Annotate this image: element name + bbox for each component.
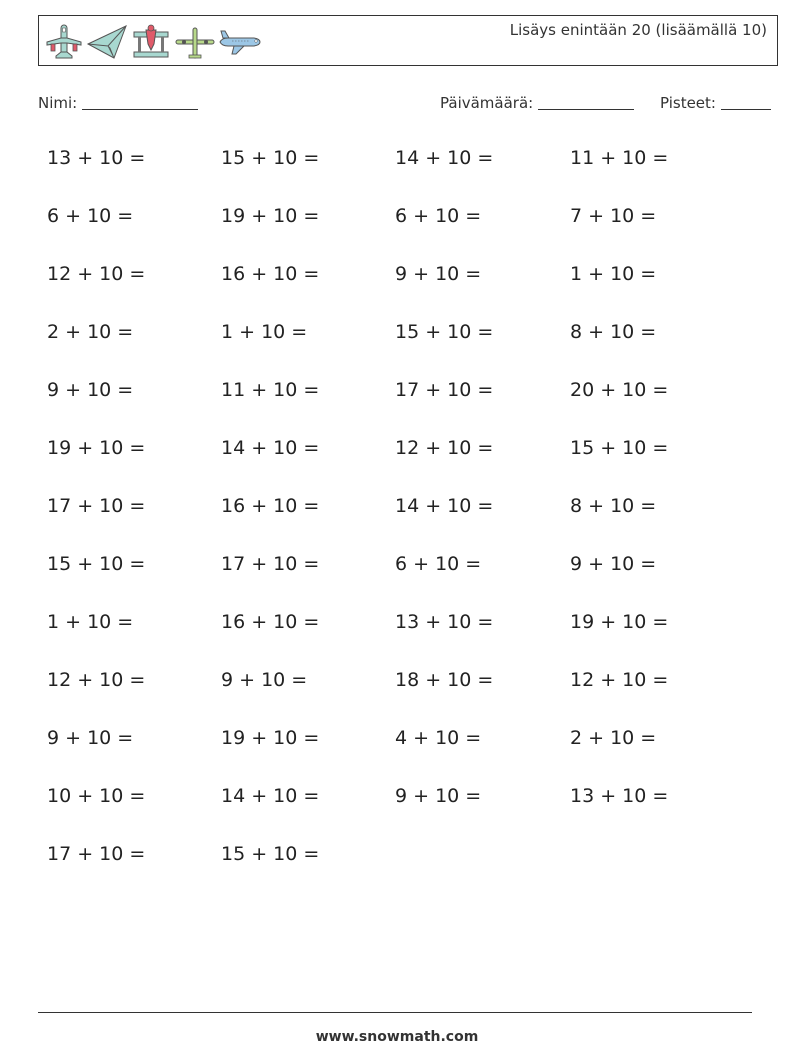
problem-item: 19 + 10 = <box>221 205 320 227</box>
jet-plane-icon <box>218 22 262 62</box>
problem-item: 1 + 10 = <box>570 263 657 285</box>
problem-item: 20 + 10 = <box>570 379 669 401</box>
score-blank[interactable] <box>721 95 771 110</box>
problem-item: 16 + 10 = <box>221 495 320 517</box>
name-label: Nimi: <box>38 94 78 112</box>
problem-item: 17 + 10 = <box>47 495 146 517</box>
propeller-plane-icon <box>174 22 216 62</box>
score-label: Pisteet: <box>660 94 716 112</box>
problem-item: 17 + 10 = <box>395 379 494 401</box>
problem-item: 16 + 10 = <box>221 263 320 285</box>
problem-item: 2 + 10 = <box>570 727 657 749</box>
problem-item: 8 + 10 = <box>570 321 657 343</box>
problem-item: 2 + 10 = <box>47 321 134 343</box>
footer-divider <box>38 1012 752 1013</box>
worksheet-header <box>38 15 778 66</box>
problem-item: 14 + 10 = <box>395 495 494 517</box>
paper-plane-icon <box>86 22 128 62</box>
problem-item: 13 + 10 = <box>395 611 494 633</box>
problem-item: 7 + 10 = <box>570 205 657 227</box>
problem-item: 1 + 10 = <box>47 611 134 633</box>
problem-item: 14 + 10 = <box>221 437 320 459</box>
problem-item: 6 + 10 = <box>395 553 482 575</box>
problem-item: 11 + 10 = <box>570 147 669 169</box>
problem-item: 15 + 10 = <box>395 321 494 343</box>
header-icons <box>44 22 262 62</box>
problem-item: 17 + 10 = <box>221 553 320 575</box>
problem-item: 15 + 10 = <box>221 147 320 169</box>
problem-item: 15 + 10 = <box>47 553 146 575</box>
footer-url: www.snowmath.com <box>315 1029 479 1045</box>
problem-item: 18 + 10 = <box>395 669 494 691</box>
stunt-plane-icon <box>130 22 172 62</box>
problem-item: 10 + 10 = <box>47 785 146 807</box>
score-field <box>660 94 771 112</box>
problem-item: 1 + 10 = <box>221 321 308 343</box>
problem-item: 6 + 10 = <box>395 205 482 227</box>
problem-item: 9 + 10 = <box>395 263 482 285</box>
problem-item: 12 + 10 = <box>47 669 146 691</box>
problem-item: 12 + 10 = <box>47 263 146 285</box>
problem-item: 14 + 10 = <box>395 147 494 169</box>
problem-item: 17 + 10 = <box>47 843 146 865</box>
problem-item: 9 + 10 = <box>47 379 134 401</box>
problem-item: 8 + 10 = <box>570 495 657 517</box>
date-label: Päivämäärä: <box>440 94 534 112</box>
problem-item: 6 + 10 = <box>47 205 134 227</box>
problem-item: 19 + 10 = <box>47 437 146 459</box>
problem-item: 12 + 10 = <box>570 669 669 691</box>
airplane-front-icon <box>44 22 84 62</box>
problem-item: 14 + 10 = <box>221 785 320 807</box>
name-field <box>38 94 198 112</box>
date-field <box>440 94 634 112</box>
problem-item: 13 + 10 = <box>570 785 669 807</box>
problem-item: 11 + 10 = <box>221 379 320 401</box>
problem-item: 4 + 10 = <box>395 727 482 749</box>
problem-item: 13 + 10 = <box>47 147 146 169</box>
problem-item: 9 + 10 = <box>570 553 657 575</box>
problem-item: 12 + 10 = <box>395 437 494 459</box>
problem-item: 16 + 10 = <box>221 611 320 633</box>
problem-item: 9 + 10 = <box>395 785 482 807</box>
date-blank[interactable] <box>538 95 634 110</box>
worksheet-title: Lisäys enintään 20 (lisäämällä 10) <box>509 21 767 39</box>
problem-item: 15 + 10 = <box>221 843 320 865</box>
problem-item: 9 + 10 = <box>47 727 134 749</box>
problem-item: 19 + 10 = <box>221 727 320 749</box>
problem-item: 19 + 10 = <box>570 611 669 633</box>
problem-item: 9 + 10 = <box>221 669 308 691</box>
name-blank[interactable] <box>82 95 198 110</box>
problem-item: 15 + 10 = <box>570 437 669 459</box>
